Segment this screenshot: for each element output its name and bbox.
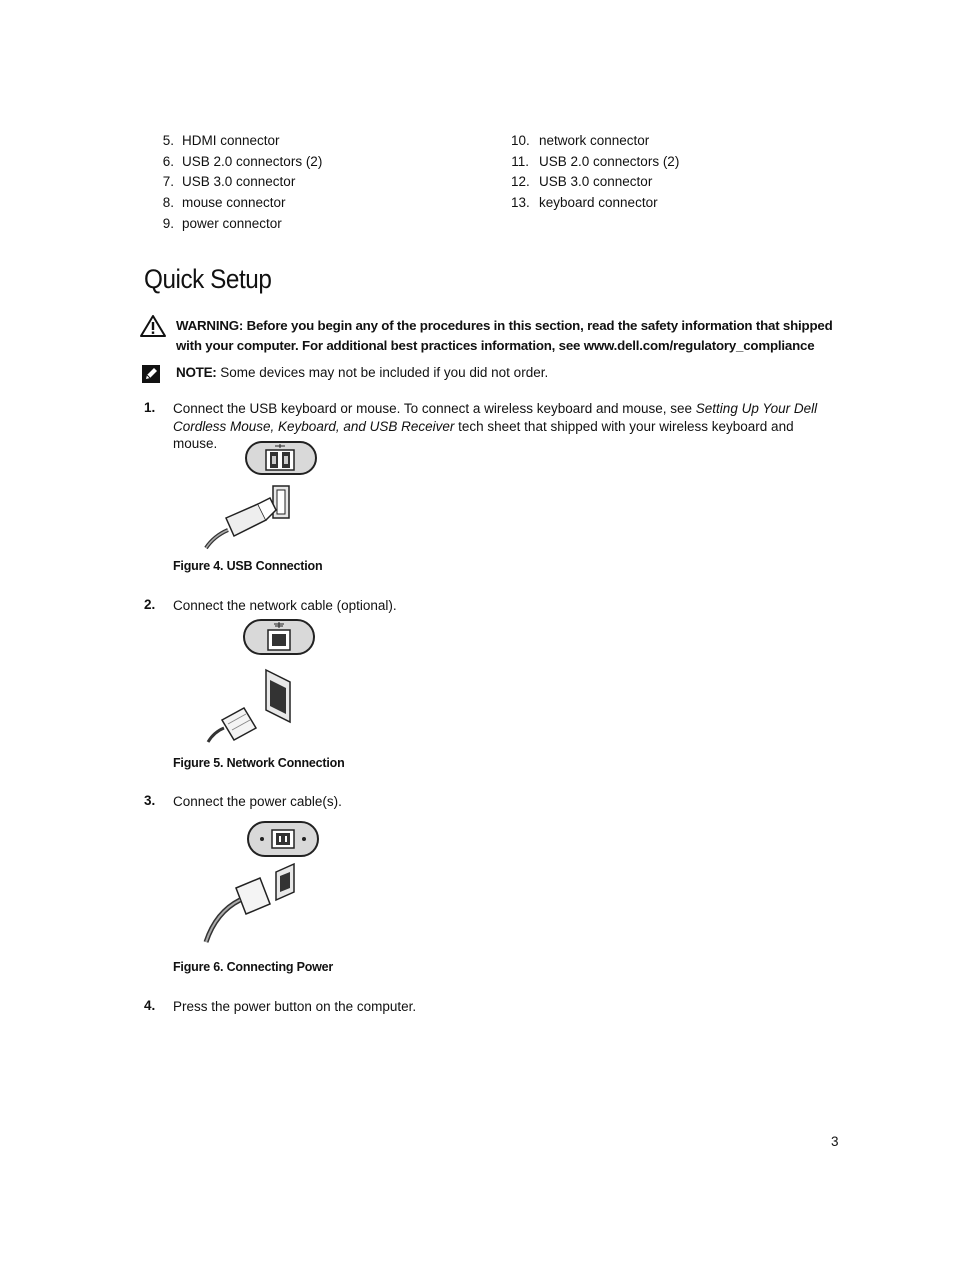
list-item: 13. keyboard connector bbox=[511, 195, 658, 210]
page-number: 3 bbox=[831, 1134, 839, 1149]
step-number: 4. bbox=[144, 998, 156, 1013]
list-item: 8. mouse connector bbox=[162, 195, 286, 210]
figure-caption: Figure 6. Connecting Power bbox=[173, 960, 334, 974]
tech-sheet-title: Setting Up Your Dell Cordless Mouse, Keyboard, and USB Receiver bbox=[173, 401, 818, 434]
figure-caption: Figure 5. Network Connection bbox=[173, 756, 345, 770]
warning-triangle-icon bbox=[139, 314, 167, 338]
section-title: Quick Setup bbox=[144, 264, 272, 294]
list-item: 12. USB 3.0 connector bbox=[511, 174, 653, 189]
step-number: 2. bbox=[144, 597, 156, 612]
note-label: NOTE: bbox=[176, 365, 217, 380]
list-item: 5. HDMI connector bbox=[162, 133, 280, 148]
warning-text: WARNING: Before you begin any of the procedures in this section, read the safety information that shipped with your computer. For additional best practices information, see www.dell.com/regulatory_compliance bbox=[176, 318, 833, 353]
list-item: 7. USB 3.0 connector bbox=[162, 174, 296, 189]
usb-connection-illustration bbox=[200, 440, 320, 552]
step-number: 1. bbox=[144, 400, 156, 415]
list-item: 11. USB 2.0 connectors (2) bbox=[511, 154, 680, 169]
pencil-note-icon bbox=[141, 364, 161, 384]
step-number: 3. bbox=[144, 793, 156, 808]
step-text: Connect the power cable(s). bbox=[173, 794, 342, 809]
note-text bbox=[176, 364, 548, 382]
list-item: 6. USB 2.0 connectors (2) bbox=[162, 154, 323, 169]
step-text: Connect the network cable (optional). bbox=[173, 598, 397, 613]
step-text: Press the power button on the computer. bbox=[173, 999, 417, 1014]
step-text: Connect the USB keyboard or mouse. To connect a wireless keyboard and mouse, see Setting Up Your Dell Cordless Mouse, Keyboard, and USB Receiver tech sheet that shipped with your wireless keyboard and mouse. bbox=[173, 401, 818, 451]
figure-caption: Figure 4. USB Connection bbox=[173, 559, 323, 573]
note-body: Some devices may not be included if you did not order. bbox=[220, 365, 549, 380]
list-item: 10. network connector bbox=[511, 133, 650, 148]
power-connection-illustration bbox=[200, 820, 324, 948]
network-connection-illustration bbox=[200, 618, 320, 748]
list-item: 9. power connector bbox=[162, 216, 282, 231]
